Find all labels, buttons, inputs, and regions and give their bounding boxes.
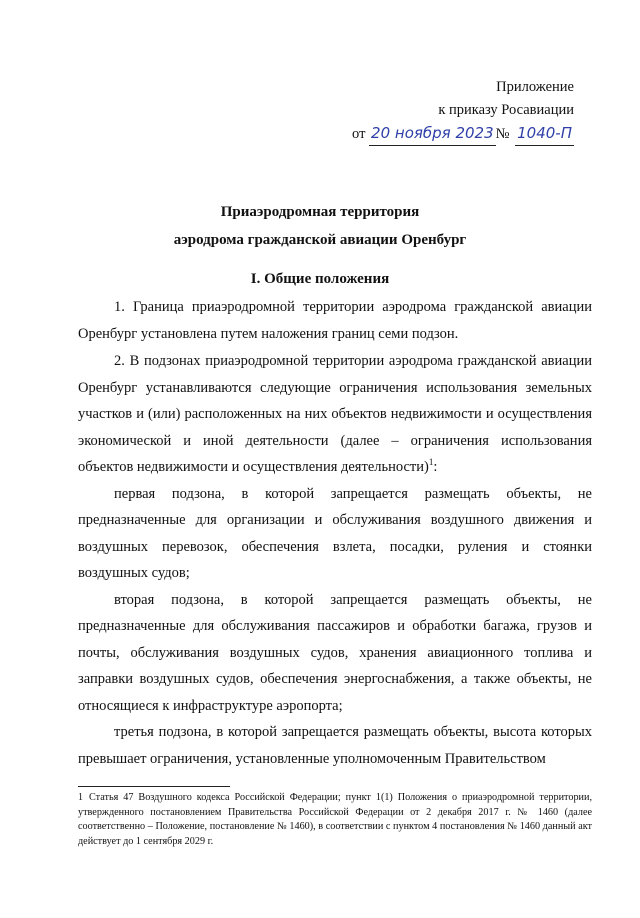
paragraph-subzone-1: первая подзона, в которой запрещается размещать объекты, не предназначенные для организации и обслуживания воздушного движения и воздушных перевозок, обеспечения взлета, посадки, руления и стоянки воздушных судов;: [78, 485, 592, 581]
section-heading: I. Общие положения: [250, 271, 390, 287]
document-title-line-1: Приаэродромная территория: [220, 204, 420, 220]
footnote-reference: 1: [428, 457, 434, 468]
paragraph-2-text: 2. В подзонах приаэродромной территории аэродрома гражданской авиации Оренбург устанавливаются следующие ограничения использования земельных участков и (или) расположенных на них объектов недвижимости и осуществления экономической и иной деятельности (далее – ограничения использования объектов недвижимости и осуществления деятельности): [78, 353, 592, 475]
paragraph-1: 1. Граница приаэродромной территории аэродрома гражданской авиации Оренбург установлена путем наложения границ семи подзон.: [78, 299, 592, 342]
footnote: [78, 791, 592, 849]
handwritten-date: 20 ноября 2023: [369, 122, 496, 146]
paragraph-2-end: :: [433, 459, 438, 475]
from-label: от: [352, 126, 366, 142]
paragraph-subzone-2: вторая подзона, в которой запрещается размещать объекты, не предназначенные для обслуживания пассажиров и обработки багажа, грузов и почты, обслуживания воздушных судов, хранения авиационного топлива и заправки воздушных судов, обеспечения энергоснабжения, а также объекты, не относящиеся к инфраструктуре аэропорта;: [78, 591, 592, 714]
document-title-line-2: аэродрома гражданской авиации Оренбург: [173, 232, 467, 248]
number-sign: №: [495, 126, 510, 142]
document-body: [78, 294, 592, 772]
footnote-text: Статья 47 Воздушного кодекса Российской Федерации; пункт 1(1) Положения о приаэродромной территории, утвержденного постановлением Правительства Российской Федерации от 2 декабря 2017 г. № 1460 (далее соответственно – Положение, постановление № 1460), в соответствии с пунктом 4 постановления № 1460 данный акт действует до 1 сентября 2029 г.: [78, 792, 592, 847]
appendix-label: Приложение: [496, 79, 574, 95]
order-reference: к приказу Росавиации: [438, 102, 574, 118]
footnote-mark: 1: [78, 792, 83, 803]
paragraph-subzone-3: третья подзона, в которой запрещается размещать объекты, высота которых превышает ограничения, установленные уполномоченным Правительством: [78, 724, 592, 767]
paragraph-2: [78, 348, 592, 481]
order-date-line: [314, 122, 574, 146]
appendix-header: [314, 76, 574, 146]
handwritten-order-number: 1040-П: [515, 122, 574, 146]
footnote-separator: [78, 786, 230, 787]
